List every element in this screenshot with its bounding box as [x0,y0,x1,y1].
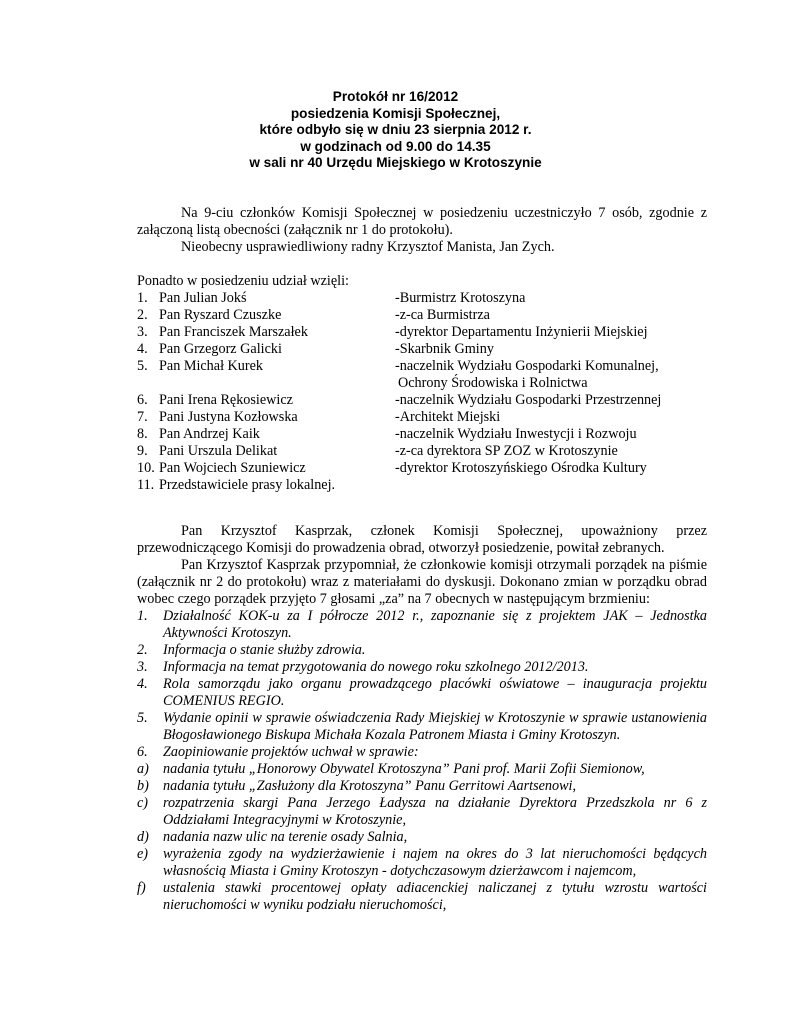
agenda-text: Wydanie opinii w sprawie oświadczenia Rady Miejskiej w Krotoszynie w sprawie ustanowienia Błogosławionego Biskupa Michała Kozala Patronem Miasta i Gminy Krotoszyn. [163,710,707,743]
participant-number: 3. [137,324,148,340]
participant-name: Pani Irena Rękosiewicz [159,392,293,408]
agenda-intro-paragraph: Pan Krzysztof Kasprzak przypomniał, że członkowie komisji otrzymali porządek na piśmie (załącznik nr 2 do protokołu) wraz z materiałami do dyskusji. Dokonano zmian w porządku obrad wobec czego porządek przyjęto 7 głosami „za” na 7 obecnych w następującym brzmieniu: [137,557,707,607]
agenda-text: Informacja o stanie służby zdrowia. [163,642,366,658]
participant-role: -naczelnik Wydziału Inwestycji i Rozwoju [395,426,637,442]
agenda-text: nadania tytułu „Zasłużony dla Krotoszyna” Panu Gerritowi Aartsenowi, [163,778,577,794]
opening-paragraph: Pan Krzysztof Kasprzak, członek Komisji Społecznej, upoważniony przez przewodniczącego Komisji do prowadzenia obrad, otworzył posiedzenie, powitał zebranych. [137,523,707,556]
participant-number: 5. [137,358,148,374]
agenda-text: wyrażenia zgody na wydzierżawienie i najem na okres do 3 lat nieruchomości będących własnością Miasta i Gminy Krotoszyn - dotychczasowym dzierżawcom i najemcom, [163,846,707,879]
participant-name: Pan Franciszek Marszałek [159,324,308,340]
participant-name: Pan Wojciech Szuniewicz [159,460,306,476]
agenda-marker: d) [137,829,149,845]
title-line-date: które odbyło się w dniu 23 sierpnia 2012 r. [259,122,532,138]
agenda-subitem [137,846,707,880]
document-title [130,89,661,172]
agenda-marker: a) [137,761,149,777]
participant-role: -z-ca Burmistrza [395,307,490,323]
title-line-committee: posiedzenia Komisji Społecznej, [290,105,501,121]
agenda-item [137,608,707,642]
agenda-item [137,676,707,710]
agenda-subitem [137,795,707,829]
participant-role: -Burmistrz Krotoszyna [395,290,526,306]
participant-name: Pan Grzegorz Galicki [159,341,282,357]
participant-role: -Skarbnik Gminy [395,341,494,357]
agenda-marker: 2. [137,642,148,658]
agenda-text: rozpatrzenia skargi Pana Jerzego Ładysza na działanie Dyrektora Przedszkola nr 6 z Oddziałami Integracyjnymi w Krotoszynie, [163,795,707,828]
participant-number: 6. [137,392,148,408]
agenda-item [137,744,707,761]
participant-number: 2. [137,307,148,323]
attendance-paragraph: Na 9-ciu członków Komisji Społecznej w posiedzeniu uczestniczyło 7 osób, zgodnie z załączoną listą obecności (załącznik nr 1 do protokołu). [137,205,707,238]
participant-role: -dyrektor Krotoszyńskiego Ośrodka Kultury [395,460,647,476]
participant-number: 9. [137,443,148,459]
participant-name: Pan Julian Jokś [159,290,247,306]
participant-name: Pani Justyna Kozłowska [159,409,298,425]
agenda-text: Informacja na temat przygotowania do nowego roku szkolnego 2012/2013. [163,659,589,675]
participant-number: 7. [137,409,148,425]
participant-number: 8. [137,426,148,442]
participant-number: 10. [137,460,155,476]
title-line-protocol-number: Protokół nr 16/2012 [332,89,459,104]
agenda-item [137,642,707,659]
agenda-subitem [137,778,707,795]
agenda-marker: e) [137,846,149,862]
participant-number: 11. [137,477,155,493]
participant-name: Pani Urszula Delikat [159,443,278,459]
participant-role: -dyrektor Departamentu Inżynierii Miejskiej [395,324,648,340]
agenda-text: Rola samorządu jako organu prowadzącego placówki oświatowe – inauguracja projektu COMENIUS REGIO. [163,676,707,709]
participant-role: -z-ca dyrektora SP ZOZ w Krotoszynie [395,443,618,459]
participant-name: Pan Michał Kurek [159,358,264,374]
agenda-marker: 4. [137,676,148,692]
agenda-marker: 3. [137,659,148,675]
agenda-list [137,608,707,914]
participant-number: 4. [137,341,148,357]
agenda-marker: c) [137,795,149,811]
participants-heading: Ponadto w posiedzeniu udział wzięli: [137,273,349,289]
agenda-item [137,710,707,744]
participant-role: -naczelnik Wydziału Gospodarki Komunalnej, [395,358,659,374]
agenda-text: nadania tytułu „Honorowy Obywatel Krotoszyna” Pani prof. Marii Zofii Siemionow, [163,761,645,777]
agenda-subitem [137,761,707,778]
agenda-marker: 5. [137,710,148,726]
absent-paragraph: Nieobecny usprawiedliwiony radny Krzysztof Manista, Jan Zych. [181,239,555,255]
participant-role: -naczelnik Wydziału Gospodarki Przestrzennej [395,392,662,408]
participant-name: Przedstawiciele prasy lokalnej. [159,477,336,493]
agenda-marker: f) [137,880,146,896]
agenda-subitem [137,880,707,914]
title-line-hours: w godzinach od 9.00 do 14.35 [300,138,491,154]
participant-role: -Architekt Miejski [395,409,501,425]
participant-name: Pan Ryszard Czuszke [159,307,282,323]
agenda-text: ustalenia stawki procentowej opłaty adiacenckiej naliczanej z tytułu wzrostu wartości nieruchomości w wyniku podziału nieruchomości, [163,880,707,913]
agenda-marker: 6. [137,744,148,760]
agenda-marker: 1. [137,608,148,624]
agenda-text: Zaopiniowanie projektów uchwał w sprawie: [163,744,419,760]
agenda-item [137,659,707,676]
agenda-text: nadania nazw ulic na terenie osady Salnia, [163,829,408,845]
participant-name: Pan Andrzej Kaik [159,426,260,442]
agenda-subitem [137,829,707,846]
agenda-text: Działalność KOK-u za I półrocze 2012 r., zapoznanie się z projektem JAK – Jednostka Aktywności Krotoszyn. [163,608,707,641]
agenda-marker: b) [137,778,149,794]
participant-number: 1. [137,290,148,306]
title-line-location: w sali nr 40 Urzędu Miejskiego w Krotoszynie [249,155,542,171]
participant-role-continuation: Ochrony Środowiska i Rolnictwa [398,375,588,391]
